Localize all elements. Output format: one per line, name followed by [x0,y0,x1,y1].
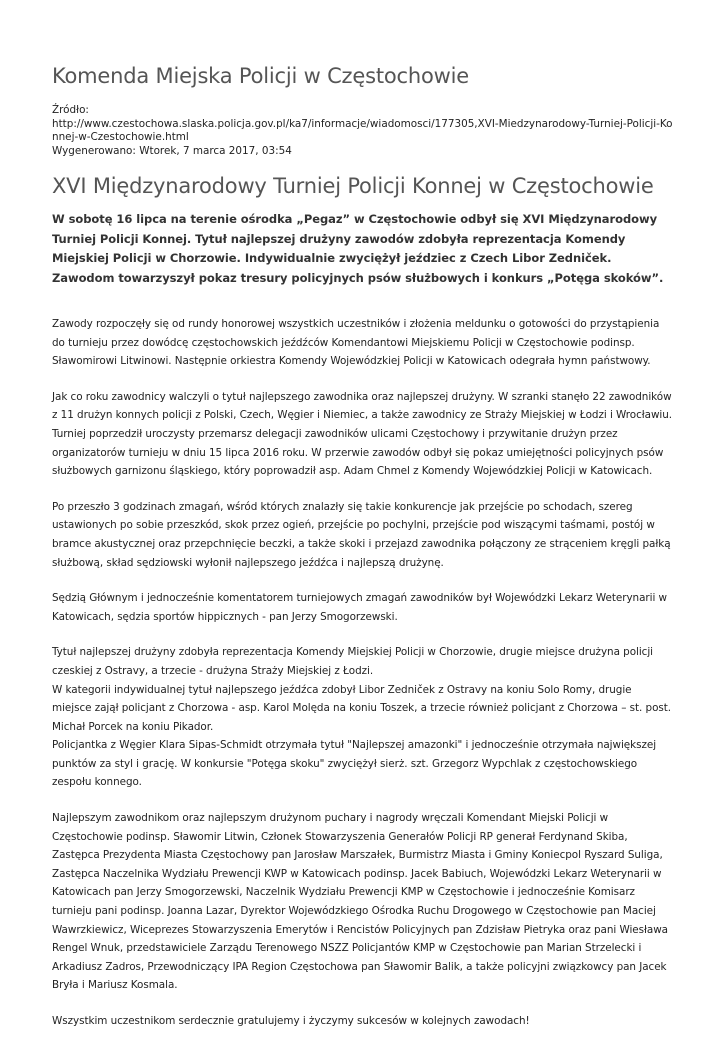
generated-date: Wygenerowano: Wtorek, 7 marca 2017, 03:54 [52,144,292,157]
results-special: Policjantka z Węgier Klara Sipas-Schmidt otrzymała tytuł "Najlepszej amazonki" i jednocześnie otrzymała największej punktów za styl i grację. W konkursie "Potęga skoku" zwyciężył sierż. szt. Grzegorz Wypchlak z częstochowskiego zespołu konnego. [52,739,657,789]
paragraph-results [52,643,674,792]
paragraph-opening: Zawody rozpoczęły się od rundy honorowej wszystkich uczestników i złożenia meldunku o gotowości do przystąpienia do turnieju przez dowódcę częstochowskich jeźdźców Komendantowi Miejskiemu Policji w Częstochowie podinsp. Sławomirowi Litwinowi. Następnie orkiestra Komendy Wojewódzkiej Policji w Katowicach odegrała hymn państwowy. [52,318,660,368]
document-meta [52,104,674,158]
results-individual: W kategorii indywidualnej tytuł najlepszego jeźdźca zdobył Libor Zedniček z Ostravy na koniu Solo Romy, drugie miejsce zajął policjant z Chorzowa - asp. Karol Molęda na koniu Toszek, a trzecie również policjant z Chorzowa – st. post. Michał Porcek na koniu Pikador. [52,683,672,733]
paragraph-competitions: Po przeszło 3 godzinach zmagań, wśród których znalazły się takie konkurencje jak przejście po schodach, szereg ustawionych po sobie przeszkód, skok przez ogień, przejście po pochylni, przejście pod wiszącymi taśmami, postój w bramce akustycznej oraz przepchnięcie beczki, a także skoki i przejazd zawodnika połączony ze strąceniem kręgli pałką służbową, skład sędziowski wyłonił najlepszego jeźdźca i najlepszą drużynę. [52,500,671,569]
results-team: Tytuł najlepszej drużyny zdobyła reprezentacja Komendy Miejskiej Policji w Chorzowie, drugie miejsce drużyna policji czeskiej z Ostravy, a trzecie - drużyna Straży Miejskiej z Łodzi. [52,646,654,677]
paragraph-judge: Sędzią Głównym i jednocześnie komentatorem turniejowych zmagań zawodników był Wojewódzki Lekarz Weterynarii w Katowicach, sędzia sportów hippicznych - pan Jerzy Smogorzewski. [52,592,667,623]
article-title: XVI Międzynarodowy Turniej Policji Konnej w Częstochowie [52,174,654,198]
paragraph-participants: Jak co roku zawodnicy walczyli o tytuł najlepszego zawodnika oraz najlepszej drużyny. W szranki stanęło 22 zawodników z 11 drużyn konnych policji z Polski, Czech, Węgier i Niemiec, a także zawodnicy ze Straży Miejskiej w Łodzi i Wrocławiu. Turniej poprzedził uroczysty przemarsz delegacji zawodników ulicami Częstochowy i przywitanie drużyn przez organizatorów turnieju w dniu 15 lipca 2016 roku. W przerwie zawodów odbył się pokaz umiejętności policyjnych psów służbowych garnizonu śląskiego, który poprowadził asp. Adam Chmel z Komendy Wojewódzkiej Policji w Katowicach. [52,390,673,478]
source-url: http://www.czestochowa.slaska.policja.gov.pl/ka7/informacje/wiadomosci/177305,XVI-Miedzynarodowy-Turniej-Policji-Konnej-w-Czestochowie.html [52,117,673,143]
paragraph-awards: Najlepszym zawodnikom oraz najlepszym drużynom puchary i nagrody wręczali Komendant Miejski Policji w Częstochowie podinsp. Sławomir Litwin, Członek Stowarzyszenia Generałów Policji RP generał Ferdynand Skiba, Zastępca Prezydenta Miasta Częstochowy pan Jarosław Marszałek, Burmistrz Miasta i Gminy Koniecpol Ryszard Suliga, Zastępca Naczelnika Wydziału Prewencji KWP w Katowicach podinsp. Jacek Babiuch, Wojewódzki Lekarz Weterynarii w Katowicach pan Jerzy Smogorzewski, Naczelnik Wydziału Prewencji KMP w Częstochowie i jednocześnie Komisarz turnieju pani podinsp. Joanna Lazar, Dyrektor Wojewódzkiego Ośrodka Ruchu Drogowego w Częstochowie pan Maciej Wawrzkiewicz, Wiceprezes Stowarzyszenia Emerytów i Rencistów Policyjnych pan Zdzisław Pietryka oraz pani Wiesława Rengel Wnuk, przedstawiciele Zarządu Terenowego NSZZ Policjantów KMP w Częstochowie pan Marian Strzelecki i Arkadiusz Zadros, Przewodniczący IPA Region Częstochowa pan Sławomir Balik, a także policyjni związkowcy pan Jacek Bryła i Mariusz Kosmala. [52,812,668,992]
article-lead: W sobotę 16 lipca na terenie ośrodka „Pegaz” w Częstochowie odbył się XVI Międzynarodowy Turniej Policji Konnej. Tytuł najlepszej drużyny zawodów zdobyła reprezentacja Komendy Miejskiej Policji w Chorzowie. Indywidualnie zwyciężył jeździec z Czech Libor Zedniček. Zawodom towarzyszył pokaz tresury policyjnych psów służbowych i konkurs „Potęga skoków”. [52,212,664,285]
source-label: Źródło: [52,104,89,116]
paragraph-closing: Wszystkim uczestnikom serdecznie gratulujemy i życzymy sukcesów w kolejnych zawodach! [52,1015,530,1027]
document-page [52,62,674,1048]
site-title: Komenda Miejska Policji w Częstochowie [52,64,469,88]
